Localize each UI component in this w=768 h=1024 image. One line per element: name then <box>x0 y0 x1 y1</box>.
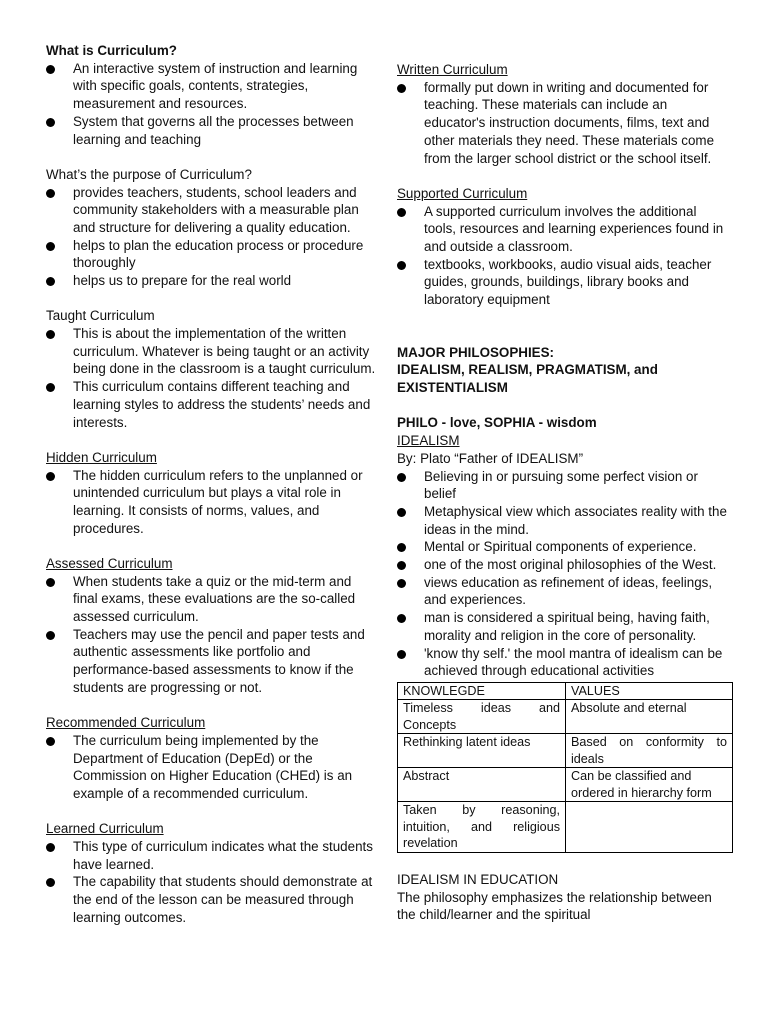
list-item: one of the most original philosophies of the West. <box>397 556 731 574</box>
section-major-philosophies <box>397 344 731 397</box>
bullet-list <box>46 467 376 538</box>
list-item: Believing in or pursuing some perfect vision or belief <box>397 468 731 503</box>
section-heading: What is Curriculum? <box>46 43 177 58</box>
list-item: This is about the implementation of the written curriculum. Whatever is being taught or an activity being done in the classroom is a taught curriculum. <box>46 325 376 378</box>
list-item: When students take a quiz or the mid-term and final exams, these evaluations are the so-called assessed curriculum. <box>46 573 376 626</box>
table-cell: Timeless ideas and Concepts <box>398 700 566 734</box>
section-heading: Learned Curriculum <box>46 821 164 837</box>
table-cell: Absolute and eternal <box>566 700 733 734</box>
list-item: System that governs all the processes between learning and teaching <box>46 113 376 148</box>
section-taught-curriculum <box>46 307 376 431</box>
section-idealism <box>397 414 731 680</box>
list-item: 'know thy self.' the mool mantra of idealism can be achieved through educational activities <box>397 645 731 680</box>
bullet-list <box>46 732 376 803</box>
right-column <box>397 61 731 942</box>
table-cell: Based on conformity to ideals <box>566 734 733 768</box>
list-item: helps us to prepare for the real world <box>46 272 376 290</box>
list-item: Metaphysical view which associates reality with the ideas in the mind. <box>397 503 731 538</box>
section-what-is-curriculum <box>46 42 376 148</box>
table-cell: Abstract <box>398 768 566 802</box>
section-assessed-curriculum <box>46 555 376 697</box>
section-heading: Recommended Curriculum <box>46 715 206 731</box>
section-recommended-curriculum <box>46 714 376 803</box>
section-purpose <box>46 166 376 290</box>
table-cell: Can be classified and ordered in hierarchy form <box>566 768 733 802</box>
bullet-list <box>397 468 731 680</box>
left-column <box>46 42 376 944</box>
table-row <box>398 768 733 802</box>
table-header-values: VALUES <box>566 682 733 700</box>
list-item: helps to plan the education process or procedure thoroughly <box>46 237 376 272</box>
bullet-list <box>46 325 376 431</box>
bullet-list <box>397 79 731 168</box>
section-heading: IDEALISM <box>397 433 460 449</box>
table-row <box>398 700 733 734</box>
bullet-list <box>46 573 376 697</box>
section-learned-curriculum <box>46 820 376 926</box>
table-cell: Rethinking latent ideas <box>398 734 566 768</box>
table-row <box>398 802 733 853</box>
section-heading: Assessed Curriculum <box>46 555 173 571</box>
section-heading: What’s the purpose of Curriculum? <box>46 166 252 182</box>
bullet-list <box>46 60 376 149</box>
list-item: The capability that students should demonstrate at the end of the lesson can be measured through learning outcomes. <box>46 873 376 926</box>
section-heading: Written Curriculum <box>397 62 508 77</box>
bullet-list <box>397 203 731 309</box>
list-item: This type of curriculum indicates what the students have learned. <box>46 838 376 873</box>
section-heading: Taught Curriculum <box>46 308 155 324</box>
section-supported-curriculum <box>397 185 731 309</box>
table-header-knowledge: KNOWLEGDE <box>398 682 566 700</box>
philo-definition: PHILO - love, SOPHIA - wisdom <box>397 415 597 431</box>
idealism-table <box>397 682 733 853</box>
section-idealism-in-education <box>397 871 731 924</box>
section-heading: IDEALISM IN EDUCATION <box>397 871 559 887</box>
table-cell: Taken by reasoning, intuition, and religious revelation <box>398 802 566 853</box>
bullet-list <box>46 184 376 290</box>
section-heading: Supported Curriculum <box>397 185 528 201</box>
list-item: This curriculum contains different teaching and learning styles to address the students’ needs and interests. <box>46 378 376 431</box>
list-item: views education as refinement of ideas, feelings, and experiences. <box>397 574 731 609</box>
idealism-byline: By: Plato “Father of IDEALISM” <box>397 450 584 466</box>
major-philosophies-title: MAJOR PHILOSOPHIES: <box>397 344 554 360</box>
list-item: provides teachers, students, school leaders and community stakeholders with a measurable plan and structure for delivering a quality education. <box>46 184 376 237</box>
section-heading: Hidden Curriculum <box>46 449 157 465</box>
bullet-list <box>46 838 376 927</box>
list-item: textbooks, workbooks, audio visual aids, teacher guides, grounds, buildings, library books and laboratory equipment <box>397 256 731 309</box>
table-cell <box>566 802 733 853</box>
list-item: Mental or Spiritual components of experience. <box>397 538 731 556</box>
list-item: The curriculum being implemented by the Department of Education (DepEd) or the Commission on Higher Education (CHEd) is an example of a recommended curriculum. <box>46 732 376 803</box>
list-item: An interactive system of instruction and learning with specific goals, contents, strategies, measurement and resources. <box>46 60 376 113</box>
table-header-row <box>398 682 733 700</box>
list-item: Teachers may use the pencil and paper tests and authentic assessments like portfolio and performance-based assessments to know if the students are progressing or not. <box>46 626 376 697</box>
table-row <box>398 734 733 768</box>
list-item: The hidden curriculum refers to the unplanned or unintended curriculum but plays a vital role in learning. It consists of norms, values, and procedures. <box>46 467 376 538</box>
section-written-curriculum <box>397 61 731 167</box>
major-philosophies-list: IDEALISM, REALISM, PRAGMATISM, and EXISTENTIALISM <box>397 362 658 396</box>
paragraph: The philosophy emphasizes the relationship between the child/learner and the spiritual <box>397 889 712 923</box>
list-item: A supported curriculum involves the additional tools, resources and learning experiences found in and outside a classroom. <box>397 203 731 256</box>
section-hidden-curriculum <box>46 449 376 538</box>
list-item: formally put down in writing and documented for teaching. These materials can include an educator's instruction documents, films, text and other materials they need. These materials come from the larger school district or the school itself. <box>397 79 731 168</box>
list-item: man is considered a spiritual being, having faith, morality and religion in the core of personality. <box>397 609 731 644</box>
